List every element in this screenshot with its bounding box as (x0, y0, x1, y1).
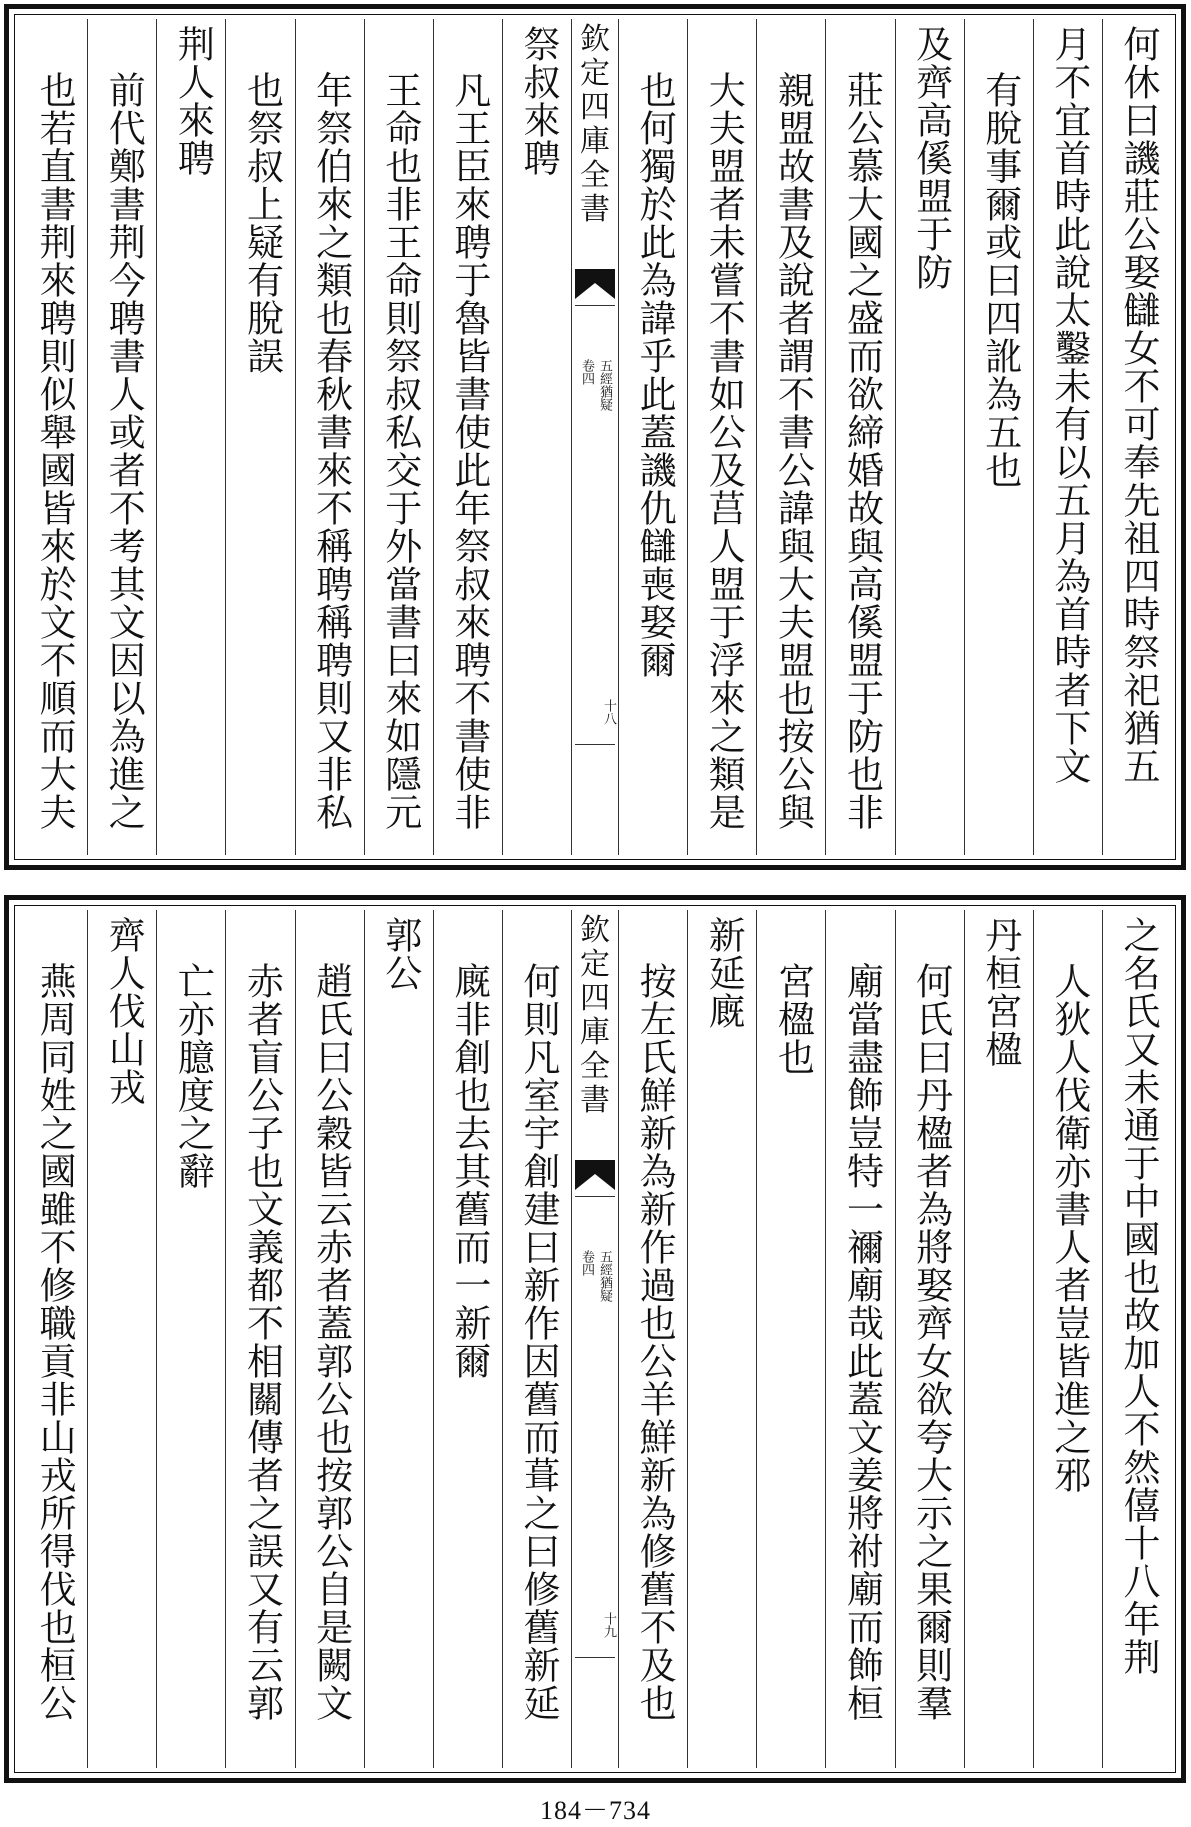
top-page-panel (4, 4, 1186, 870)
text-column (87, 19, 156, 855)
text-column (19, 910, 87, 1768)
heading-text: 郭公 (378, 916, 422, 992)
commentary-text: 宮楹也 (771, 962, 815, 1076)
text-column (618, 19, 687, 855)
commentary-text: 趙氏曰公穀皆云赤者蓋郭公也按郭公自是闕文 (309, 962, 353, 1722)
page-number: 184－734 (539, 1796, 651, 1825)
heading-text: 新延廐 (702, 916, 746, 1030)
commentary-text: 亡亦臆度之辭 (171, 962, 215, 1190)
heading-text: 齊人伐山戎 (102, 916, 146, 1106)
text-column (1102, 910, 1171, 1768)
commentary-text: 也祭叔上疑有脫誤 (240, 71, 284, 375)
commentary-text: 按左氏鮮新為新作過也公羊鮮新為修舊不及也 (633, 962, 677, 1722)
page-center-gutter (571, 910, 618, 1768)
commentary-text: 凡王臣來聘于魯皆書使此年祭叔來聘不書使非 (447, 71, 491, 831)
heading-text: 之名氏又未通于中國也故加人不然僖十八年荆 (1117, 916, 1160, 1676)
text-column (19, 19, 87, 855)
text-column (825, 19, 894, 855)
text-column (225, 910, 294, 1768)
gutter-rule (575, 305, 615, 306)
text-column (687, 19, 756, 855)
text-column (364, 19, 433, 855)
commentary-text: 何則凡室宇創建曰新作因舊而葺之曰修舊新延 (517, 962, 560, 1722)
text-column (756, 910, 825, 1768)
text-column (1033, 19, 1102, 855)
text-column (156, 19, 225, 855)
text-column (433, 910, 502, 1768)
text-column (964, 910, 1033, 1768)
page-center-gutter (571, 19, 618, 855)
text-column (502, 19, 571, 855)
gutter-folio-number: 十八 (601, 699, 616, 725)
text-column (225, 19, 294, 855)
text-column (87, 910, 156, 1768)
commentary-text: 也若直書荆來聘則似舉國皆來於文不順而大夫 (33, 71, 77, 831)
commentary-text: 廐非創也去其舊而一新爾 (447, 962, 491, 1380)
bottom-text-columns (19, 910, 1171, 1768)
commentary-text: 大夫盟者未嘗不書如公及莒人盟于浮來之類是 (702, 71, 746, 831)
gutter-title: 欽 定 四 庫 全 書 (580, 22, 610, 227)
text-column (964, 19, 1033, 855)
gutter-rule (575, 1196, 615, 1197)
commentary-text: 年祭伯來之類也春秋書來不稱聘稱聘則又非私 (309, 71, 353, 831)
text-column (364, 910, 433, 1768)
gutter-folio-number: 十九 (601, 1612, 616, 1638)
commentary-text: 燕周同姓之國雖不修職貢非山戎所得伐也桓公 (33, 962, 77, 1722)
gutter-juan: 卷四 (579, 1250, 594, 1276)
gutter-book-title: 五經猶疑 (597, 1250, 612, 1302)
top-text-columns (19, 19, 1171, 855)
text-column (756, 19, 825, 855)
gutter-rule (575, 744, 615, 745)
text-column (825, 910, 894, 1768)
text-column (502, 910, 571, 1768)
commentary-text: 何氏曰丹楹者為將娶齊女欲夸大示之果爾則羣 (909, 962, 953, 1722)
commentary-text: 赤者盲公子也文義都不相關傳者之誤又有云郭 (240, 962, 284, 1722)
commentary-text: 王命也非王命則祭叔私交于外當書曰來如隱元 (378, 71, 422, 831)
text-column (618, 910, 687, 1768)
commentary-text: 人狄人伐衛亦書人者豈皆進之邪 (1047, 962, 1091, 1494)
fish-tail-mark-icon (575, 269, 615, 299)
text-column (895, 19, 964, 855)
text-column (295, 19, 364, 855)
commentary-text: 親盟故書及說者謂不書公諱與大夫盟也按公與 (771, 71, 815, 831)
heading-text: 月不宜首時此說太鑿未有以五月為首時者下文 (1047, 25, 1091, 785)
gutter-volume-label (572, 359, 618, 411)
gutter-volume-label (572, 1250, 618, 1302)
commentary-text: 有脫事爾或曰四訛為五也 (978, 71, 1022, 489)
commentary-text: 莊公慕大國之盛而欲締婚故與高傒盟于防也非 (840, 71, 884, 831)
heading-text: 荆人來聘 (171, 25, 215, 177)
gutter-juan: 卷四 (579, 359, 594, 385)
text-column (433, 19, 502, 855)
gutter-title: 欽 定 四 庫 全 書 (580, 913, 610, 1118)
bottom-page-panel (4, 895, 1186, 1783)
text-column (156, 910, 225, 1768)
heading-text: 丹桓宮楹 (978, 916, 1022, 1068)
text-column (687, 910, 756, 1768)
fish-tail-mark-icon (575, 1160, 615, 1190)
text-column (295, 910, 364, 1768)
commentary-text: 也何獨於此為諱乎此蓋譏仇讎喪娶爾 (633, 71, 677, 679)
commentary-text: 前代鄭書荆今聘書人或者不考其文因以為進之 (102, 71, 146, 831)
gutter-rule (575, 1657, 615, 1658)
text-column (895, 910, 964, 1768)
gutter-book-title: 五經猶疑 (597, 359, 612, 411)
commentary-text: 廟當盡飾豈特一禰廟哉此蓋文姜將祔廟而飾桓 (840, 962, 884, 1722)
text-column (1102, 19, 1171, 855)
heading-text: 及齊高傒盟于防 (909, 25, 953, 291)
heading-text: 祭叔來聘 (517, 25, 560, 177)
heading-text: 何休曰譏莊公娶讎女不可奉先祖四時祭祀猶五 (1117, 25, 1160, 785)
text-column (1033, 910, 1102, 1768)
